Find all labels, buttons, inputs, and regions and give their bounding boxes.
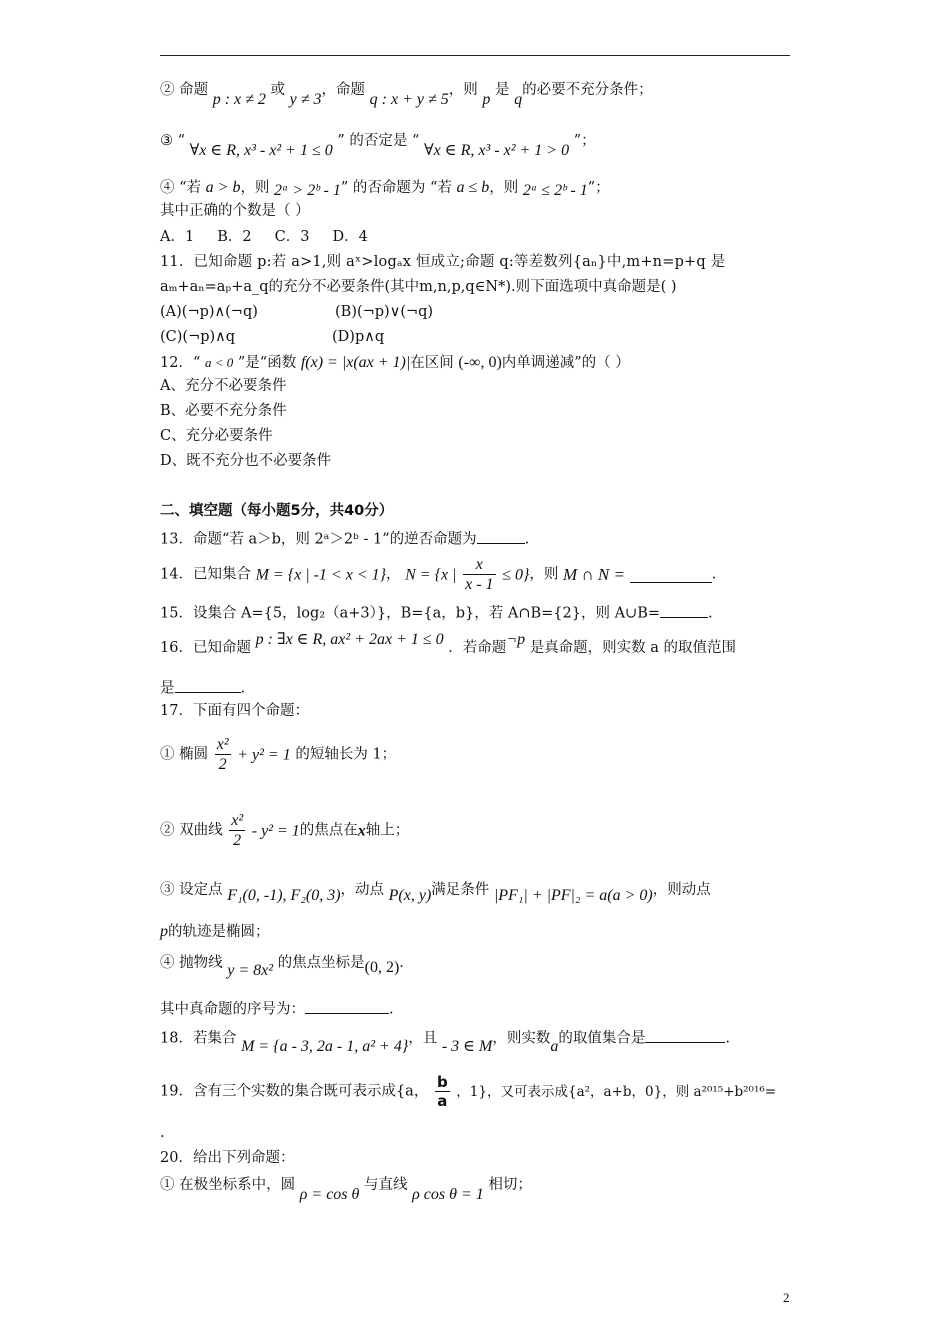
q11-option-c: (C)(¬p)∧q <box>160 329 236 345</box>
q10-item4: ④ “若 a > b，则 2ᵃ > 2ᵇ - 1” 的否命题为 “若 a ≤ b，则 2ᵃ ≤ 2ᵇ - 1”； <box>160 179 610 199</box>
q17-question: 其中真命题的序号为： . <box>160 998 394 1019</box>
q12-option-c: C、充分必要条件 <box>160 428 273 444</box>
q19: 19．含有三个实数的集合既可表示成{a， $\frac{b}{a}$ ，1}，又可表示成{a²，a+b，0}，则 a²⁰¹⁵+b²⁰¹⁶= <box>160 1073 777 1111</box>
q10-question: 其中正确的个数是（ ） <box>160 203 310 219</box>
q12-option-b: B、必要不充分条件 <box>160 403 287 419</box>
q15-answer-blank <box>660 602 708 618</box>
page-number: 2 <box>783 1290 790 1305</box>
q11-option-b: (B)(¬p)∨(¬q) <box>335 304 434 320</box>
q17-item1-fraction: $\frac{\text{x²}}{2}$ <box>216 736 229 774</box>
q10-item3: ③ “ ∀x ∈ R, x³ - x² + 1 ≤ 0 ” 的否定是 “ ∀x ∈ R, x³ - x² + 1 > 0 ”； <box>160 133 596 159</box>
q18-answer-blank <box>645 1027 725 1043</box>
q17-item3: ③ 设定点 F₁(0, -1), F₂(0, 3)，动点 P(x, y)满足条件 |PF₁| + |PF|₂ = a(a > 0)，则动点 <box>160 882 711 904</box>
q16-answer-blank <box>175 677 241 693</box>
q13: 13．命题“若 a＞b，则 2ᵃ＞2ᵇ - 1”的逆否命题为 . <box>160 528 529 549</box>
q16-line2: 是 . <box>160 677 245 698</box>
q19-fraction: $\frac{b}{a}$ <box>436 1073 448 1111</box>
q16-line1: 16．已知命题 p : ∃x ∈ R, ax² + 2ax + 1 ≤ 0 ．若命题¬p 是真命题，则实数 a 的取值范围 <box>160 631 737 656</box>
header-rule <box>160 55 790 56</box>
q17-item4: ④ 抛物线 y = 8x² 的焦点坐标是(0, 2)． <box>160 955 414 979</box>
q10-options: A．1 B．2 C．3 D．4 <box>160 229 368 245</box>
q19-line2: . <box>160 1125 165 1141</box>
q17-item1: ① 椭圆 $\frac{\text{x²}}{2}$ + y² = 1 的短轴长为 1； <box>160 736 397 774</box>
section-heading: 二、填空题（每小题5分，共40分） <box>160 503 394 519</box>
q13-answer-blank <box>477 528 525 544</box>
q11-line2: aₘ+aₙ=aₚ+a_q的充分不必要条件(其中m,n,p,q∈N*).则下面选项中真命题是( ) <box>160 279 677 295</box>
q10-item2: ② 命题 p : x ≠ 2 或 y ≠ 3，命题 q : x + y ≠ 5，则 p 是 q的必要不充分条件； <box>160 82 653 108</box>
q14-fraction: $\frac{x}{x - 1}$ <box>465 556 494 594</box>
q17-item3-line2: p的轨迹是椭圆； <box>160 923 270 940</box>
q17-intro: 17．下面有四个命题： <box>160 703 309 719</box>
q14-answer-blank <box>630 568 712 584</box>
q17-item2: ② 双曲线 $\frac{\text{x²}}{2}$ - y² = 1的焦点在x轴上； <box>160 812 410 850</box>
q11-option-d: (D)p∧q <box>332 329 385 345</box>
q11-line1: 11．已知命题 p:若 a>1,则 aˣ>logₐx 恒成立;命题 q:等差数列{aₙ}中,m+n=p+q 是 <box>160 254 726 270</box>
q15: 15．设集合 A={5，log₂（a+3）}，B={a，b}，若 A∩B={2}，则 A∪B= . <box>160 602 713 623</box>
q12-option-d: D、既不充分也不必要条件 <box>160 453 332 469</box>
q17-item2-fraction: $\frac{\text{x²}}{2}$ <box>231 812 244 850</box>
q20-intro: 20．给出下列命题： <box>160 1150 295 1166</box>
q12-option-a: A、充分不必要条件 <box>160 378 287 394</box>
q14: 14．已知集合 M = {x | -1 < x < 1}， N = {x | $\frac{x}{x - 1}$ ≤ 0}，则 M ∩ N = . <box>160 556 717 594</box>
q12-stem: 12．“ a < 0 ”是“函数 f(x) = |x(ax + 1)|在区间 (-∞, 0)内单调递减”的（ ） <box>160 354 630 371</box>
q20-item1: ① 在极坐标系中，圆 ρ = cos θ 与直线 ρ cos θ = 1 相切； <box>160 1177 532 1203</box>
q17-answer-blank <box>305 998 389 1014</box>
q11-option-a: (A)(¬p)∧(¬q) <box>160 304 258 320</box>
q18: 18．若集合 M = {a - 3, 2a - 1, a² + 4}，且 - 3 ∈ M，则实数a的取值集合是 . <box>160 1027 730 1048</box>
